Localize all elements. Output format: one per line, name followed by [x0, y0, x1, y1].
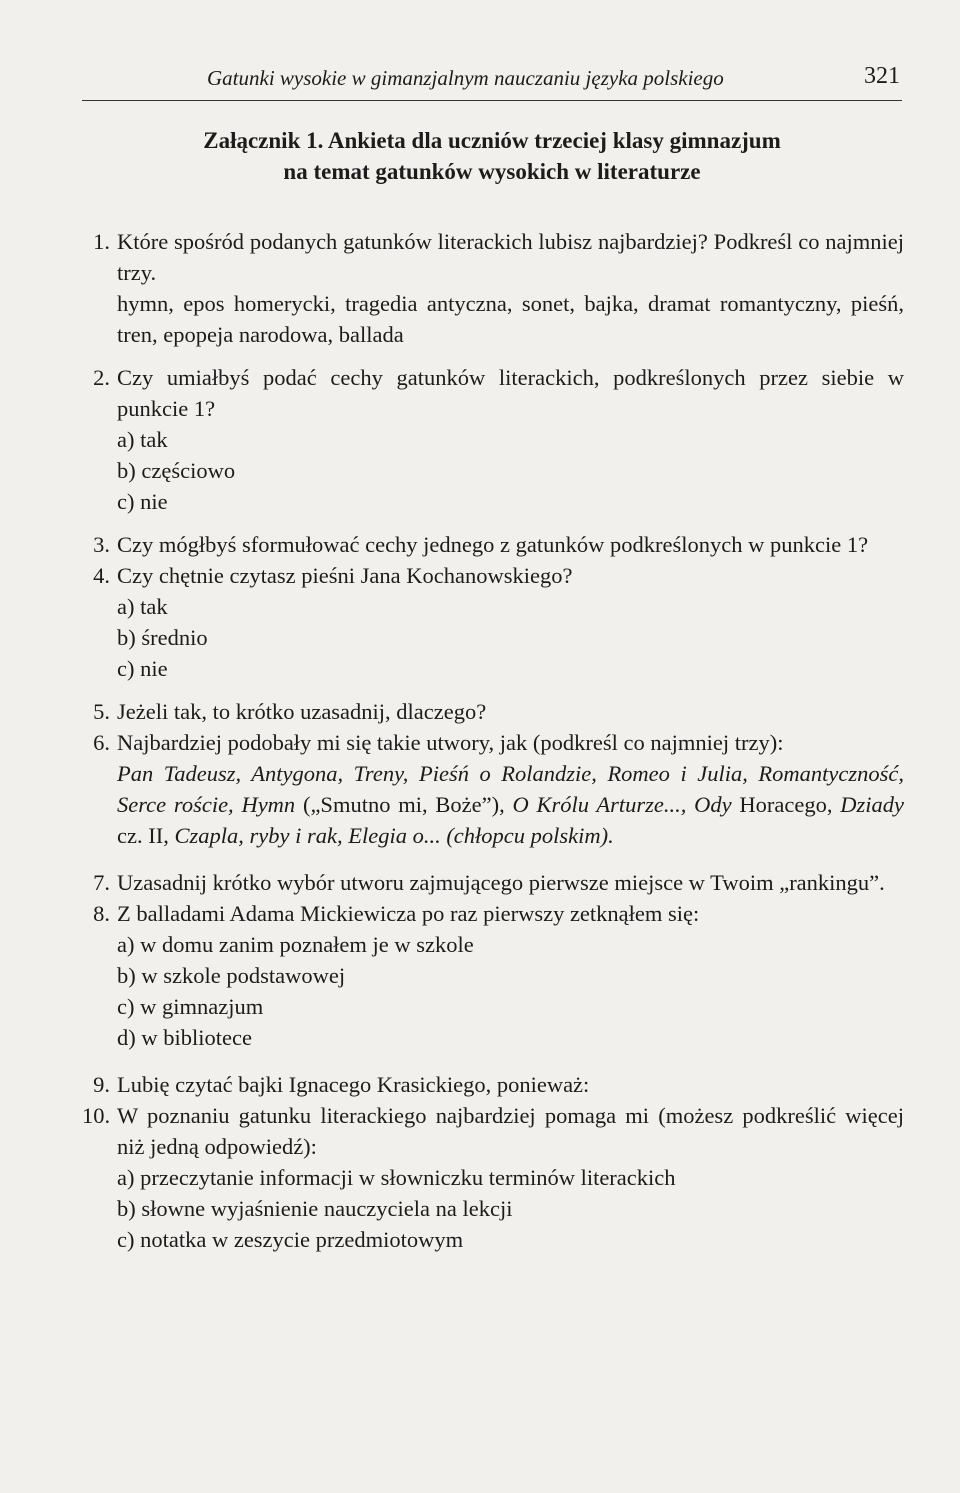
- question-number: 10.: [82, 1103, 111, 1128]
- answer-option: c) notatka w zeszycie przedmiotowym: [117, 1227, 464, 1252]
- answer-option: b) częściowo: [117, 458, 236, 483]
- running-title: Gatunki wysokie w gimanzjalnym nauczaniu języka polskiego: [207, 66, 724, 90]
- answer-option: c) nie: [117, 489, 168, 514]
- question-7: [82, 867, 904, 898]
- works-titles: Dziady: [840, 792, 904, 817]
- question-number: 1.: [93, 229, 110, 254]
- page-number: 321: [864, 63, 900, 89]
- question-1: [82, 226, 904, 288]
- answer-option: a) tak: [117, 594, 168, 619]
- question-number: 5.: [93, 699, 110, 724]
- question-text: Czy umiałbyś podać cechy gatunków literackich, podkreślonych przez siebie w punkcie 1?: [117, 365, 904, 421]
- question-5: [82, 696, 904, 727]
- question-4: [82, 560, 904, 591]
- question-text: W poznaniu gatunku literackiego najbardziej pomaga mi (możesz podkreślić więcej niż jedną odpowiedź):: [117, 1103, 904, 1159]
- question-number: 2.: [93, 365, 110, 390]
- question-text: Które spośród podanych gatunków literackich lubisz najbardziej? Podkreśl co najmniej trzy.: [117, 229, 904, 285]
- answer-option: a) tak: [117, 427, 168, 452]
- question-text: Jeżeli tak, to krótko uzasadnij, dlaczego?: [117, 699, 487, 724]
- question-text: Czy mógłbyś sformułować cechy jednego z gatunków podkreślonych w punkcie 1?: [117, 532, 869, 557]
- answer-option: b) w szkole podstawowej: [117, 963, 346, 988]
- page-header: [82, 60, 902, 101]
- question-number: 6.: [93, 730, 110, 755]
- question-number: 7.: [93, 870, 110, 895]
- question-text: Z balladami Adama Mickiewicza po raz pierwszy zetknąłem się:: [117, 901, 700, 926]
- answer-option: b) średnio: [117, 625, 208, 650]
- question-number: 4.: [93, 563, 110, 588]
- question-9: [82, 1069, 904, 1100]
- answer-option: b) słowne wyjaśnienie nauczyciela na lekcji: [117, 1196, 513, 1221]
- questionnaire: [82, 226, 904, 1255]
- works-titles: Pan Tadeusz, Antygona, Treny, Pieśń o Rolandzie, Romeo i Julia, Romantyczność, Serce roście, Hymn: [117, 761, 904, 817]
- answer-option: d) w bibliotece: [117, 1025, 252, 1050]
- genre-list: hymn, epos homerycki, tragedia antyczna, sonet, bajka, dramat romantyczny, pieśń, tren, epopeja narodowa, ballada: [117, 291, 904, 347]
- question-text: Czy chętnie czytasz pieśni Jana Kochanowskiego?: [117, 563, 573, 588]
- answer-option: c) nie: [117, 656, 168, 681]
- question-number: 8.: [93, 901, 110, 926]
- answer-option: a) przeczytanie informacji w słowniczku terminów literackich: [117, 1165, 676, 1190]
- works-titles: O Królu Arturze..., Ody: [512, 792, 740, 817]
- question-text: Uzasadnij krótko wybór utworu zajmującego pierwsze miejsce w Twoim „rankingu”.: [117, 870, 885, 895]
- question-number: 9.: [93, 1072, 110, 1097]
- question-text: Najbardziej podobały mi się takie utwory, jak (podkreśl co najmniej trzy):: [117, 730, 784, 755]
- works-titles: Czapla, ryby i rak, Elegia o... (chłopcu polskim).: [174, 823, 614, 848]
- question-8: [82, 898, 904, 929]
- appendix-title-line-1: Załącznik 1. Ankieta dla uczniów trzeciej klasy gimnazjum: [203, 128, 781, 153]
- answer-option: c) w gimnazjum: [117, 994, 264, 1019]
- question-number: 3.: [93, 532, 110, 557]
- works-note: cz. II,: [117, 823, 175, 848]
- works-note: („Smutno mi, Boże”),: [302, 792, 513, 817]
- question-10: [82, 1100, 904, 1162]
- appendix-title-line-2: na temat gatunków wysokich w literaturze: [283, 159, 701, 184]
- works-list: [82, 758, 904, 851]
- works-note: Horacego,: [739, 792, 841, 817]
- answer-option: a) w domu zanim poznałem je w szkole: [117, 932, 474, 957]
- question-text: Lubię czytać bajki Ignacego Krasickiego, ponieważ:: [117, 1072, 590, 1097]
- question-2: [82, 362, 904, 424]
- question-6: [82, 727, 904, 758]
- question-3: [82, 529, 904, 560]
- appendix-title: [82, 125, 902, 187]
